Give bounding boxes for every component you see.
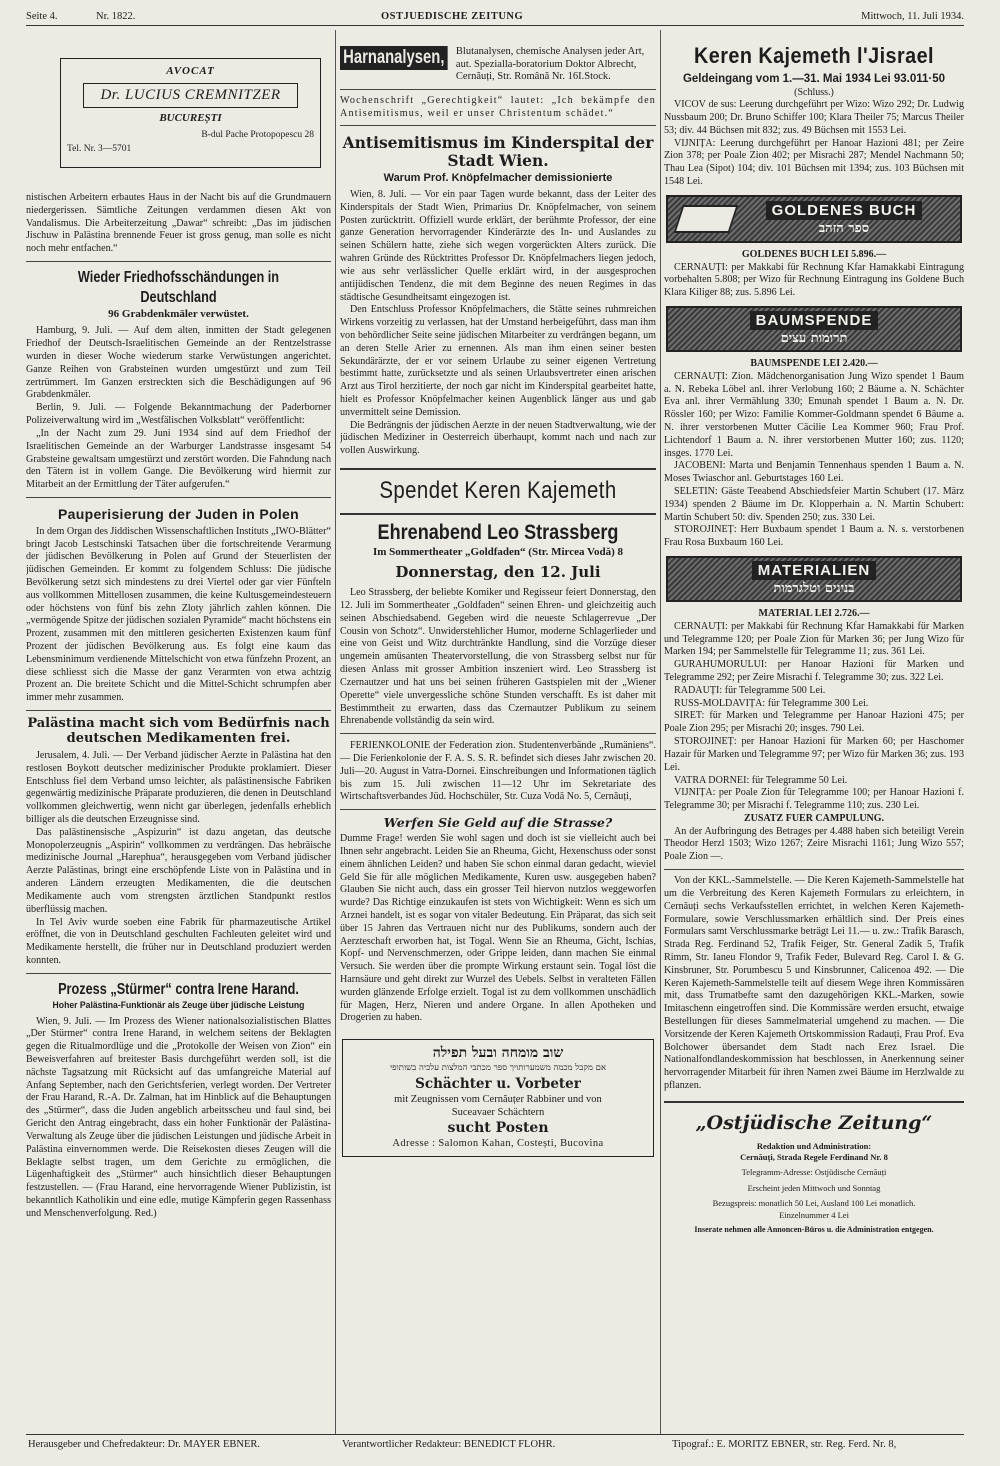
ad-line: mit Zeugnissen vom Cernăuțer Rabbiner und von [394,1093,602,1105]
ad-address: B-dul Pache Protopopescu 28 [201,129,314,140]
article-paragraph: FERIENKOLONIE der Federation zion. Studentenverbände „Rumäniens“. — Die Ferienkolonie der F. A. S. S. R. befindet sich dieses Jahr zwischen 20. Juli—20. August in Vatra-Dornei. Einschreibungen und Informationen täglich bis zum 15. Juli zwischen 11—12 Uhr im Sekretariate des Wirtschaftsverbandes Jüd. Hochschüler, Str. Cuza Vodă No. 5, Cernăuți, [340,740,656,803]
article-subtitle: 96 Grabdenkmäler verwüstet. [108,308,249,321]
article-paragraph: Die Bedrängnis der jüdischen Aerzte in der neuen Stadtverwaltung, wie der jüdischen Mediziner in Oesterreich überhaupt, kommt nach und nach zur vollen Auswirkung. [340,419,656,457]
donation-entry: RUSS-MOLDAVIȚA: für Telegramme 300 Lei. [674,697,869,709]
article-paragraph: Wien, 9. Juli. — Im Prozess des Wiener nationalsozialistischen Blattes „Der Stürmer“ contra Irene Harand, in welchem seitens der Beklagten gegen die Ritualmordlüge und die „Protokolle der Weisen von Zion“ ein Beweisverfahren auf breitester Basis durchgeführt werden soll, ist die nächste Tagsatzung mit Rücksicht auf das umfangreiche Material auf Anfang September, nach den Gerichtsferien, verlegt worden. Der Vertreter der Frau Harand, R.-A. Dr. Zalman, hat im Hinblick auf die Behauptungen des „Stürmer“, dass die Juden angeblich arbeitsscheu und faul sind, bei Gericht den Antrag eingebracht, dass ein hoher Funktionär der Palästina-Verwaltung als Zeuge über die jüdischen Leistungen und jüdische Arbeit in Palästina einvernommen werde. Die Reisekosten dieses Zeugen will die Beklagte selbst tragen, um dem Gerichte zu ermöglichen, die Lügenhaftigkeit des „Stürmer“ auch hinsichtlich dieser Behauptungen festzustellen. — (Frau Harand, eine hervorragende Wiener Publizistin, ist bekanntlich Katholikin und eine edle, mutige Kämpferin gegen Rassenhass und Menschenverfolgung. Red.) [26,1015,331,1219]
goldenes-buch-banner [666,195,962,243]
page-header [26,8,964,26]
divider [664,1101,964,1103]
divider [340,513,656,515]
lab-ad-text: Blutanalysen, chemische Analysen jeder Art, aut. Spezialla-boratorium Doktor Albrecht, Cernăuți, Str. Română Nr. 16I.Stock. [455,46,645,83]
divider [26,710,331,711]
divider [340,89,656,90]
kkl-subtitle: Geldeingang vom 1.—31. Mai 1934 Lei 93.011·50 [682,72,946,85]
continued-text: nistischen Arbeitern erbautes Haus in der Nacht bis auf die Grundmauern niedergerissen. Sämtliche Zeitungen verdammen diesen Akt von Vandalismus. Die Arbeiterzeitung „Dawar“ schreibt: „Das im jüdischen Jischuw in Palästina brennende Feuer ist gross genug, man solle es nicht noch mehr entfachen.“ [26,192,331,255]
masthead-line: Bezugspreis: monatlich 50 Lei, Ausland 100 Lei monatlich. Einzelnummer 4 Lei [712,1198,916,1220]
donation-entry: VICOV de sus: Leerung durchgeführt per Wizo: Wizo 292; Dr. Ludwig Nussbaum 200; Dr. Bruno Schiffer 100; Klara Theiler 75; Marcus Theiler 53; div. 44 Büchsen mit 832; zus. 49 Büchsen mit 1553 Lei. [664,99,964,136]
donation-entry: VIJNIȚA: per Poale Zion für Telegramme 100; per Hanoar Hazioni f. Telegramme 30; per Misrachi f. Telegramme 110; zus. 230 Lei. [664,787,964,812]
divider [340,733,656,734]
kkl-notice: Von der KKL.-Sammelstelle. — Die Keren Kajemeth-Sammelstelle hat um die Verbreitung des Keren Kajemeth Formulars zu erleichtern, in Cernăuți sechs Verkaufsstellen errichtet, in welchen Keren Kajemeth-Formulare, sowie Verschlussmarken erhältlich sind. Der Preis eines Formulars samt Verschlussmarke beträgt Lei 11.— u. zw.: Trafik Barasch, Strada Reg. Ferdinand 52, Trafik Feiger, Str. General Zadik 5, Trafik Rimm, Str. Ianeu Flondor 9, Trafik Feder, Bulevard Reg. Carol I. & G. Kinsbruner, Str. Porumbescu 5 und Kinsbrunner, Calicenoa 492. — Die Keren Kajemeth-Sammelstelle teilt auf diesem Wege ihren Kommissären mit, dass Trumatbefte samt den dazugehörigen KKL.-Marken, sowie Imitaschenn eingetroffen sind. Die Kommissäre werden ersucht, etwaige Bestellungen für dieses Sammelmaterial umgehend zu machen. — Die Vorsitzende der Keren Kajemeth Ortskommission Radauți, Frau Prof. Eva Bolchower übersandet dem Stadt nach Erez Israel. Die Nationalfondlandeskommission hat beschlossen, in Anerkennung seiner hervorragender Mitarbeit für ihren Namen zwei Bäume im Herzlwalde zu pflanzen. [664,875,964,1092]
article-title: Werfen Sie Geld auf die Strasse? [383,815,613,831]
donation-entry: VATRA DORNEI: für Telegramme 50 Lei. [674,774,848,786]
article-paragraph: „In der Nacht zum 29. Juni 1934 sind auf dem Friedhof der Israelitischen Gemeinde an der Warburger Landstrasse insgesamt 54 Grabsteine gewaltsam umgestürzt und zerstört worden. Die Fahndung nach den Tätern ist in vollem Gange. Die Bevölkerung wird hiermit zur Mitarbeit an der Ermittlung der Täter aufgerufen.“ [26,427,331,491]
banner-title: BAUMSPENDE [750,311,879,330]
article-title: Antisemitismus im Kinderspital der Stadt Wien. [342,133,654,171]
ad-headline: sucht Posten [447,1119,549,1136]
section-heading: MATERIAL LEI 2.726.— [758,608,870,620]
baumspende-banner [666,306,962,352]
event-date: Donnerstag, den 12. Juli [395,563,601,582]
column-left [26,30,331,1434]
ad-hebrew-text: אם מקבל מכמה משמערותויך ספר מכתבי המלצות עלכיה בשותופי [389,1063,607,1074]
article-subtitle: Im Sommertheater „Goldfaden“ (Str. Mircea Vodă) 8 [372,546,624,559]
column-divider [335,30,336,1434]
page-number: Seite 4. [26,11,58,22]
ad-label: AVOCAT [166,65,215,77]
article-paragraph: Berlin, 9. Juli. — Folgende Bekanntmachung der Paderborner Polizeiverwaltung wird im „Westfälischen Volksblatt“ veröffentlicht: [26,402,331,427]
article-title: Prozess „Stürmer“ contra Irene Harand. [58,980,299,998]
article-subtitle: Hoher Palästina-Funktionär als Zeuge über jüdische Leistung [52,1000,305,1012]
kkl-continued: (Schluss.) [794,86,834,98]
ad-hebrew-title: שוב מומחה ובעל תפילה [432,1045,564,1062]
column-middle [340,30,656,1434]
article-paragraph: Wien, 8. Juli. — Vor ein paar Tagen wurde bekannt, dass der Leiter des Kinderspitals der Stadt Wien, Primarius Dr. Knöpfelmacher, von seinem Posten zurücktritt. Offiziell wurde erklärt, der berühmte Professor, der eine ganze Generation hervorragender Kinderärzte des In- und Auslandes zu seinen Schülern hatte, ziehe sich wegen vorgerückten Alters zurück. Die wahren Gründe des Rücktrittes Professor Dr. Knöpfelmachers liegen jedoch, wie aus sehr verlässlicher Quelle erklärt wird, in der ausgesprochen antijüdischen Tendenz, die mit dem Beginne des neuen Regimes in das städtische Gesundheitsamt eingezogen ist. [340,189,656,303]
banner-title: MATERIALIEN [752,561,876,580]
article-paragraph: Leo Strassberg, der beliebte Komiker und Regisseur feiert Donnerstag, den 12. Juli im Sommertheater „Goldfaden“ seinen Ehren- und gleichzeitig auch seinen Abschiedsabend. Gegeben wird die neueste Schlagerrevue „Der Cousin von Schotz“. Unwiderstehlicher Humor, moderne Schlagerlieder und eine von Geist und Witz durchtränkte Handlung, sind die Vorzüge dieser ungemein amüsanten Theatervorstellung, die von Strassberg selbst nur für diesen Anlass mit grosser Ambition inszeniert wird. Leo Strassberg ist Czernautzer und hat uns bei seinen früheren Gastspielen mit der „Wiener Operette“ viele unvergessliche schöne Stunden verschafft. Es ist daher mit Bestimmtheit zu erwarten, dass das Czernautzer Publikum zu seinem Ehrenabende vollständig da sein wird. [340,587,656,727]
article-paragraph: In dem Organ des Jiddischen Wissenschaftlichen Instituts „IWO-Blätter“ bringt Jacob Lestschinski Tatsachen über die fortschreitende Verarmung der jüdischen Bevölkerung in Polen auf Grund der Steuerlisten der jüdischen Gemeinden. Er kommt zu folgendem Schluss: Die jüdische Bevölkerung setzt sich mindestens zu drei Viertel oder gar vier Fünfteln aus vollkommen Mittellosen zusammen, die keine Kultusgemeindesteuern oder höchstens von fünf bis zehn Zloty jährlich zahlen können. Die „vermögende Spitze der jüdischen sozialen Pyramide“ macht höchstens ein Prozent, zusammen mit den mittleren gesicherten Existenzen kaum fünf Prozent der jüdischen Bevölkerung aus. Es folgt eine kaum das Lebensminimum verdienende Mittelschicht von etwa fünfzehn Prozent, an diese schliesst sich die Masse der ganz Verarmten von etwa achtzig Prozent an. Die breitete Schicht und die Mittel-Schicht schrumpfen aber immer mehr zusammen. [26,525,331,704]
ad-city: BUCUREȘTI [159,112,222,125]
divider [340,468,656,470]
section-heading: ZUSATZ FUER CAMPULUNG. [743,812,885,824]
newspaper-title: OSTJUEDISCHE ZEITUNG [381,11,524,22]
donation-entry: CERNAUȚI: per Makkabi für Rechnung Kfar Hamakkabi für Marken und Telegramme 120; per Poale Zion für Marken 36; per Jung Wizo für Marken 194; per Sammelstelle für Telegramme 11; zus. 361 Lei. [664,620,964,658]
donation-entry: CERNAUȚI: per Makkabi für Rechnung Kfar Hamakkabi Eintragung vorbehalten 5.808; per Wizo für Rechnung Eintragung ins Goldene Buch Klara Kiliger 88; zus. 5.896 Lei. [664,261,964,299]
donation-entry: SELETIN: Gäste Teeabend Abschiedsfeier Martin Schubert (17. März 1934) spenden 2 Bäume im Dr. Klopperhain a. N. Martin Schubert: Martin Schubert 50: div. Spenden 250; zus. 330 Lei. [664,486,964,523]
section-heading: GOLDENES BUCH LEI 5.896.— [741,248,887,260]
article-subtitle: Warum Prof. Knöpfelmacher demissionierte [383,172,613,185]
article-title: Palästina macht sich vom Bedürfnis nach deutschen Medikamenten frei. [27,716,330,747]
banner-hebrew: ספר הזהב [818,220,870,236]
avocat-ad [60,58,321,168]
masthead-line: Telegramm-Adresse: Ostjüdische Cernăuți [741,1167,887,1178]
article-title: Wieder Friedhofsschändungen in Deutschland [77,269,280,306]
footer-publisher: Herausgeber und Chefredakteur: Dr. MAYER EBNER. [28,1439,261,1450]
banner-hebrew: בנינים וטלגרמות [773,580,855,596]
divider [340,809,656,810]
donation-entry: RADAUȚI: für Telegramme 500 Lei. [674,684,826,696]
donation-entry: STOROJINEȚ: per Hanoar Hazioni für Marken 60; per Haschomer Hazair für Marken und Telegramme 97; per Wizo für Marken 36; zus. 193 Lei. [664,736,964,773]
footer-editor: Verantwortlicher Redakteur: BENEDICT FLOHR. [342,1439,556,1450]
divider [664,869,964,870]
footer-printer: Tipograf.: E. MORITZ EBNER, str. Reg. Ferd. Nr. 8, [672,1439,897,1450]
lab-ad [340,46,656,84]
article-paragraph: Jerusalem, 4. Juli. — Der Verband jüdischer Aerzte in Palästina hat den restlosen Boykott deutscher medizinischer Produkte proklamiert. Dieser Entschluss fiel dem Verband umso leichter, als palästinensische Fabriken gegenwärtig medizinische Präparate produzieren, die denen in Deutschland vollkommen gleichwertig, wenn nicht gar überlegen, jedenfalls erheblich billiger als die deutschen Erzeugnisse sind. [26,749,331,826]
divider [26,261,331,262]
quote-text: Wochenschrift „Gerechtigkeit“ lautet: „Ich bekämpfe den Antisemitismus, weil er unser Christentum schädet.“ [340,94,656,119]
article-paragraph: Dumme Frage! werden Sie wohl sagen und doch ist sie vielleicht auch bei Ihnen sehr angebracht. Leiden Sie an Rheuma, Gicht, Hexenschuss oder sonst einem ähnlichen Leiden? und haben Sie schon einmal daran gedacht, wieviel Geld Sie für alle möglichen Medikamente, Kuren usw. ausgegeben haben? Glauben Sie nicht auch, dass ein grosser Teil hiervon nutzlos weggeworfen wurde? Das Richtige einzukaufen ist stets von Wichtigkeit: Wenn es sich um Arznei handelt, ist es sogar von vitaler Bedeutung. Ein Präparat, das sich seit über 15 Jahren das Vertrauen nicht nur des Publikums, sondern auch der Aerzteschaft erworben hat, ist Togal. Wenn Sie an Rheuma, Gicht, Ischias, Kopf- und Nervenschmerzen, oder Grippe leiden, dann machen Sie einmal Versuch. Sie werden über die prompte Wirkung erstaunt sein. Togal löst die Harnsäure und geht direkt zur Wurzel des Uebels. Selbst in veralteten Fällen wurden glänzende Erfolge erzielt. Togal ist zu dem vollkommen unschädlich für Magen, Herz, Nieren und andere Organe. In allen Apotheken und Drogerien zu haben. [340,833,656,1024]
ad-phone: Tel. Nr. 3—5701 [67,144,132,155]
materialien-banner [666,556,962,602]
lab-ad-title: Harnanalysen, [340,46,448,70]
divider [26,497,331,498]
masthead-line: Redaktion und Administration: [756,1140,872,1151]
banner-title: GOLDENES BUCH [766,201,923,220]
ad-title: Schächter u. Vorbeter [415,1075,581,1092]
book-icon [673,205,738,233]
masthead-box [664,1111,964,1236]
article-title: Pauperisierung der Juden in Polen [58,505,299,522]
masthead-title: „Ostjüdische Zeitung“ [695,1111,933,1134]
ad-lawyer-name: Dr. LUCIUS CREMNITZER [83,83,298,108]
divider [340,125,656,126]
column-right [664,30,964,1434]
ad-address: Adresse : Salomon Kahan, Costești, Bucovina [392,1138,604,1150]
ad-line: Suceavaer Schächtern [451,1107,545,1119]
donation-entry: CERNAUȚI: Zion. Mädchenorganisation Jung Wizo spendet 1 Baum a. N. Rebeka Löbel anl. ihrer Verlobung 160; 2 Bäume a. N. Schächter Eva anl. ihrer Vermählung 330; Emunah spendet 1 Baum a. N. Dr. Rössler 160; per Wizo: Familie Kommer-Goldmann spendet 6 Bäume a. N. ihrer verstorbenen Mutter Cäcilie Lea Kommer 960; Frau Prof. Lichtendorf 1 Baum a. N. ihrer verstorbenen Mutter 160; zus. 1120; insges. 1770 Lei. [664,370,964,459]
kkl-title: Keren Kajemeth l'Jisrael [693,43,935,68]
schaechter-ad [342,1039,654,1156]
masthead-line: Inserate nehmen alle Annoncen-Büros u. die Administration entgegen. [694,1225,934,1235]
donation-entry: JACOBENI: Marta und Benjamin Tennenhaus spenden 1 Baum a. N. Moses Twiaschor anl. Geburtstages 160 Lei. [664,460,964,485]
spendet-banner: Spendet Keren Kajemeth [379,477,617,505]
donation-entry: STOROJINEȚ: Herr Buxbaum spendet 1 Baum a. N. s. verstorbenen Frau Rosa Buxbaum 160 Lei. [664,524,964,549]
divider [26,973,331,974]
section-heading: BAUMSPENDE LEI 2.420.— [750,358,878,370]
donation-entry: SIRET: für Marken und Telegramme per Hanoar Hazioni 475; per Poale Zion 295; per Misrachi 20; insges. 790 Lei. [664,710,964,735]
donation-entry: GURAHUMORULUI: per Hanoar Hazioni für Marken und Telegramme 292; per Zeire Misrachi f. Telegramme 30; zus. 322 Lei. [664,659,964,684]
footer-rule [26,1434,964,1435]
article-paragraph: Den Entschluss Professor Knöpfelmachers, die Stätte seines ruhmreichen Wirkens vorzeitig zu verlassen, hat der Umstand herbeigeführt, dass man ihm von behördlicher Seite seine jüdischen Mitarbeiter zu verdrängen begann, um an deren Stelle Arier zu ernennen. Als man ihm einen seiner besten Sekundärärzte, der er vor seinem Urlaube zu seiner eigenen Vertretung bestimmt hatte, zurücksetzte und als seinen Urlaubsvertreter einen arischen Arzt aus Tirol herzitierte, der noch gar nicht im Kinderspital gearbeitet hatte, hielt es Professor Knöpfelmacher keinen Augenblick länger aus und gab unvermittelt seine Demission. [340,304,656,418]
article-paragraph: Hamburg, 9. Juli. — Auf dem alten, inmitten der Stadt gelegenen Friedhof der Deutsch-Israelitischen Gemeinde an der Rentzelstrasse wurden in dieser Woche wiederum starke Verwüstungen angerichtet. Ganze Reihen von Grabsteinen wurden umgestürzt und zum Teil zertrümmert. Im Ganzen erstreckten sich die Beschädigungen auf 96 Grabdenkmäler. [26,325,331,401]
issue-date: Mittwoch, 11. Juli 1934. [861,11,964,22]
masthead-line: Erscheint jeden Mittwoch und Sonntag [747,1182,881,1193]
masthead-line: Cernăuți, Strada Regele Ferdinand Nr. 8 [740,1152,888,1163]
donation-entry: VIJNIȚA: Leerung durchgeführt per Hanoar Hazioni 481; per Zeire Zion 378; per Poale Zion 402; per Misrachi 287; Mendel Nachmann 50; Thau Lea (Sipot) 104; div. 101 Büchsen mit 1394; zus. 103 Büchsen mit 1548 Lei. [664,137,964,188]
donation-entry: An der Aufbringung des Betrages per 4.488 haben sich beteiligt Verein Theodor Herzl 1503; Wizo 1267; Zeire Misrachi 1161; Jung Wizo 557; Poale Zion —. [664,825,964,863]
article-paragraph: In Tel Aviv wurde soeben eine Fabrik für pharmazeutische Artikel eröffnet, die von in Deutschland geschulten Fachleuten geleitet wird und Medikamente herstellt, die früher nur in Deutschland produziert werden konnten. [26,916,331,966]
article-title: Ehrenabend Leo Strassberg [377,520,619,544]
column-divider [660,30,661,1434]
issue-number: Nr. 1822. [96,11,136,22]
article-paragraph: Das palästinensische „Aspizurin“ ist dazu angetan, das deutsche Monopolerzeugnis „Aspirin“ vollkommen zu verdrängen. Das hebräische medizinische Journal „Harephua“, herausgegeben vom Verband jüdischer Aerzte Palästinas, bringt eine erschöpfende Liste von in Palästina und in anderen Ländern erzeugten Medikamenten, die die deutschen Medikamente auch vom strengsten ärztlichen Standpunkt restlos überflüssig machen. [26,826,331,915]
banner-hebrew: תרומות עצים [780,330,848,346]
